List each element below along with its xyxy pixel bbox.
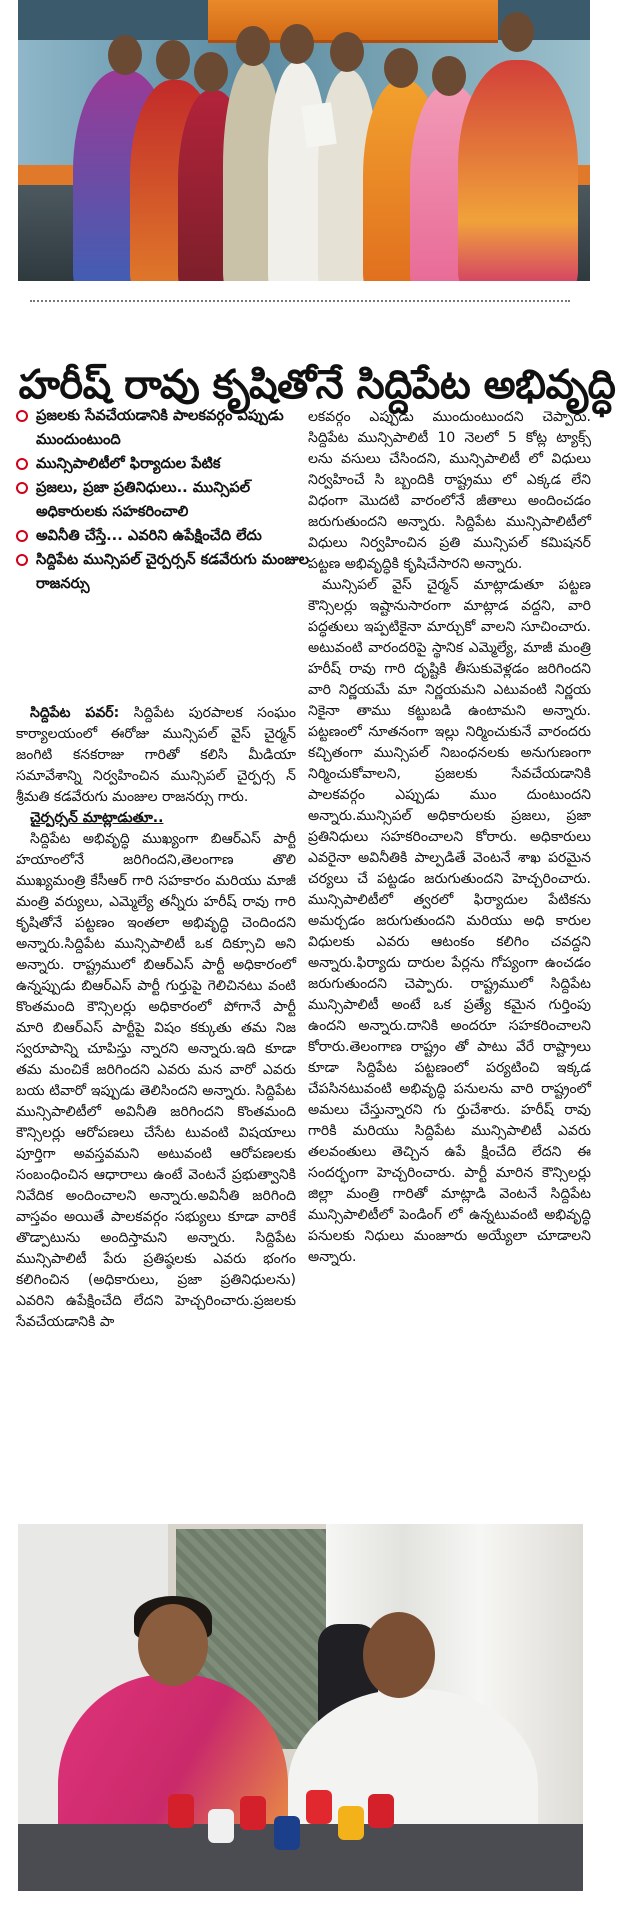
photo-desk: [18, 1824, 583, 1891]
microphone-icon: [240, 1796, 266, 1830]
bullet-text: సిద్దిపేట మున్సిపల్ చైర్పర్సన్ కడవేరుగు మంజుల రాజనర్సు: [36, 551, 310, 592]
article-column-right: [308, 407, 591, 1268]
handed-document: [301, 102, 337, 148]
person-head: [384, 48, 418, 88]
bullet-circle-icon: [16, 530, 28, 542]
person-figure: [458, 60, 578, 281]
bullet-text: ప్రజలకు సేవచేయడానికి పాలకవర్గం ఎప్పుడు ముందుంటుంది: [36, 407, 284, 448]
microphone-icon: [208, 1809, 234, 1843]
microphone-icon: [306, 1790, 332, 1824]
microphone-icon: [368, 1794, 394, 1828]
article-subhead: చైర్పర్సన్ మాట్లాడుతూ..: [30, 810, 164, 826]
bullet-item: [16, 404, 312, 452]
bullet-item: [16, 476, 312, 524]
person-head: [194, 52, 228, 92]
microphone-icon: [274, 1816, 300, 1850]
microphone-icon: [168, 1794, 194, 1828]
person-head: [156, 40, 190, 80]
person-head: [432, 56, 466, 96]
bullet-circle-icon: [16, 458, 28, 470]
man-head: [363, 1612, 435, 1698]
bottom-photo-press-meet: [18, 1524, 583, 1891]
bullet-item: [16, 452, 312, 476]
headline: హరీష్ రావు కృషితోనే సిద్దిపేట అభివృద్ధి: [18, 361, 616, 408]
article-paragraph: సిద్దిపేట అభివృద్ధి ముఖ్యంగా బిఆర్ఎస్ పార్టీ హయాంలోనే జరిగిందని,తెలంగాణ తొలి ముఖ్యమంత్రి కేసీఆర్ గారి సహకారం మరియు మాజీ మంత్రి వర్యులు, ఎమ్మెల్యే తన్నీరు హరీష్ రావు గారి కృషితోనే పట్టణం ఇంతలా అభివృద్ధి చెందిందని అన్నారు.సిద్దిపేట మున్సిపాలిటీ ఒక దిక్సూచి అని అన్నారు. రాష్ట్రములో బిఆర్ఎస్ పార్టీ అధికారంలో ఉన్నప్పుడు బిఆర్ఎస్ పార్టీ గుర్తుపై గెలిచినటు వంటి కొంతమంది కౌన్సిలర్లు అధికారంలో పోగానే పార్టీ మారి బిఆర్ఎస్ పార్టీపై విషం కక్కుతు తమ నిజ స్వరూపాన్ని చూపిస్తు న్నారని అన్నారు.ఇది కూడా తమ మంచికే జరిగిందని ఎవరు మన వారో ఎవరు బయ టివారో ఇప్పుడు తెలిసిందని అన్నారు. సిద్దిపేట మున్సిపాలిటీలో అవినీతి జరిగిందని కొంతమంది కౌన్సిలర్లు ఆరోపణలు చేసేట టువంటి విషయాలు పూర్తిగా అవస్తవమని అటువంటి ఆరోపణలకు సంబంధించిన ఆధారాలు ఉంటే వెంటనే ప్రభుత్వానికి నివేదిక అందించాలని అన్నారు.అవినీతి జరిగింది వాస్తవం అయితే పాలకవర్గం సభ్యులు కూడా వారికే తొడ్పాటును అందిస్తామని అన్నారు. సిద్దిపేట మున్సిపాలిటీ పేరు ప్రతిష్ఠలకు ఎవరు భంగం కలిగించిన (అధికారులు, ప్రజా ప్రతినిధులను) ఎవరిని ఉపేక్షించేది లేదని హెచ్చరించారు.ప్రజలకు సేవచేయడానికి పా: [16, 831, 296, 1330]
bullet-circle-icon: [16, 554, 28, 566]
article-paragraph: [16, 703, 296, 808]
bullet-item: [16, 524, 312, 548]
top-photo-event: [18, 0, 590, 281]
bullet-circle-icon: [16, 482, 28, 494]
dateline: సిద్దిపేట పవర్:: [30, 705, 120, 721]
microphone-icon: [338, 1806, 364, 1840]
bullet-text: ప్రజలు, ప్రజా ప్రతినిధులు.. మున్సిపల్ అధికారులకు సహకరించాలి: [36, 479, 251, 520]
bullet-item: [16, 548, 312, 596]
dotted-divider: [30, 300, 570, 302]
person-head: [330, 32, 364, 72]
bullet-circle-icon: [16, 410, 28, 422]
bullet-text: మున్సిపాలిటీలో ఫిర్యాదుల పేటిక: [36, 455, 221, 472]
article-paragraph: మున్సిపల్ వైస్ చైర్మన్ మాట్లాడుతూ పట్టణ కౌన్సిలర్లు ఇష్టానుసారంగా మాట్లాడ వద్దని, వారి పద్ధతులు ఇప్పటికైనా మార్చుకో వాలని సూచించారు. అటువంటి వారందరిపై స్థానిక ఎమ్మెల్యే, మాజీ మంత్రి హరీష్ రావు గారి దృష్టికి తీసుకువెళ్లడం జరిగిందని వారి నిర్ణయమే మా నిర్ణయమని ఎటువంటి నిర్ణయ నికైనా తాము కట్టుబడి ఉంటామని అన్నారు. పట్టణంలో నూతనంగా ఇల్లు నిర్మించుకునే వారందరు కచ్చితంగా మున్సిపల్ నిబంధనలకు అనుగుణంగా నిర్మించుకోవాలని, ప్రజలకు సేవచేయడానికి పాలకవర్గం ఎప్పుడు ముం దుంటుందని అన్నారు.మున్సిపల్ అధికారులకు ప్రజలు, ప్రజా ప్రతినిధులు సహకరించాలని కోరారు. అధికారులు ఎవరైనా అవినీతికి పాల్పడితే వెంటనే శాఖ పరమైన చర్యలు చే పట్టడం జరుగుతుందని హెచ్చరించారు. మున్సిపాలిటీలో త్వరలో ఫిర్యాదుల పేటికను అమర్చడం జరుగుతుందని మరియు అధి కారుల విధులకు ఎవరు ఆటంకం కలిగిం చవద్దని అన్నారు.ఫిర్యాదు దారుల పేర్లను గోప్యంగా ఉంచడం జరుగుతుందని చెప్పారు. రాష్ట్రములో సిద్దిపేట మున్సిపాలిటీ అంటే ఒక ప్రత్యే కమైన గుర్తింపు ఉందని అన్నారు.దానికి అందరూ సహకరించాలని కోరారు.తెలంగాణ రాష్ట్రం తో పాటు వేరే రాష్ట్రాలు కూడా సిద్దిపేట పట్టణంలో పర్యటించి ఇక్కడ చేపసినటువంటి అభివృద్ధి పనులను వారి రాష్ట్రంలో అమలు చేస్తున్నారని గు ర్తుచేశారు. హరీష్ రావు గారికి మరియు సిద్దిపేట మున్సిపాలిటీ ఎవరు తలవంతులు తెచ్చిన ఉపే క్షించేది లేదని ఈ సందర్భంగా హెచ్చరించారు. పార్టీ మారిన కౌన్సిలర్లు జిల్లా మంత్రి గారితో మాట్లాడి వెంటనే సిద్దిపేట మున్సిపాలిటీలో పెండింగ్ లో ఉన్నటువంటి అభివృద్ధి పనులకు నిధులు మంజూరు అయ్యేలా చూడాలని అన్నారు.: [308, 577, 591, 1265]
highlight-bullets: [16, 404, 312, 596]
woman-head: [138, 1604, 208, 1686]
article-column-left: [16, 703, 296, 1333]
paragraph-text: సిద్దిపేట పురపాలక సంఘం కార్యాలయంలో ఈరోజు మున్సిపల్ వైస్ చైర్మన్ జంగిటి కనకరాజు గారితో కలిసి మీడియా సమావేశాన్ని నిర్వహించిన మున్సిపల్ చైర్పర్స న్ శ్రీమతి కడవేరుగు మంజుల రాజనర్సు గారు.: [16, 705, 296, 805]
person-head: [108, 35, 142, 75]
article-paragraph: లకవర్గం ఎప్పుడు ముందుంటుందని చెప్పారు. సిద్దిపేట మున్సిపాలిటీ 10 నెలలో 5 కోట్ల ట్యాక్స్ లను వసులు చేసిందని, మున్సిపాలిటీ లో విధులు నిర్వహించే సి బ్బందికి రాష్ట్రము లో ఎక్కడ లేని విధంగా మొదటి వారంలోనే జీతాలు అందించడం జరుగుతుందని అన్నారు. సిద్దిపేట మున్సిపాలిటీలో విధులు నిర్వహించిన ప్రతి మున్సిపల్ కమిషనర్ పట్టణ అభివృద్ధికి కృషిచేసారని అన్నారు.: [308, 409, 591, 572]
bullet-text: అవినీతి చేస్తే... ఎవరిని ఉపేక్షించేది లేదు: [36, 527, 262, 544]
person-head: [236, 26, 270, 66]
person-head: [280, 24, 314, 64]
person-head: [500, 12, 534, 52]
